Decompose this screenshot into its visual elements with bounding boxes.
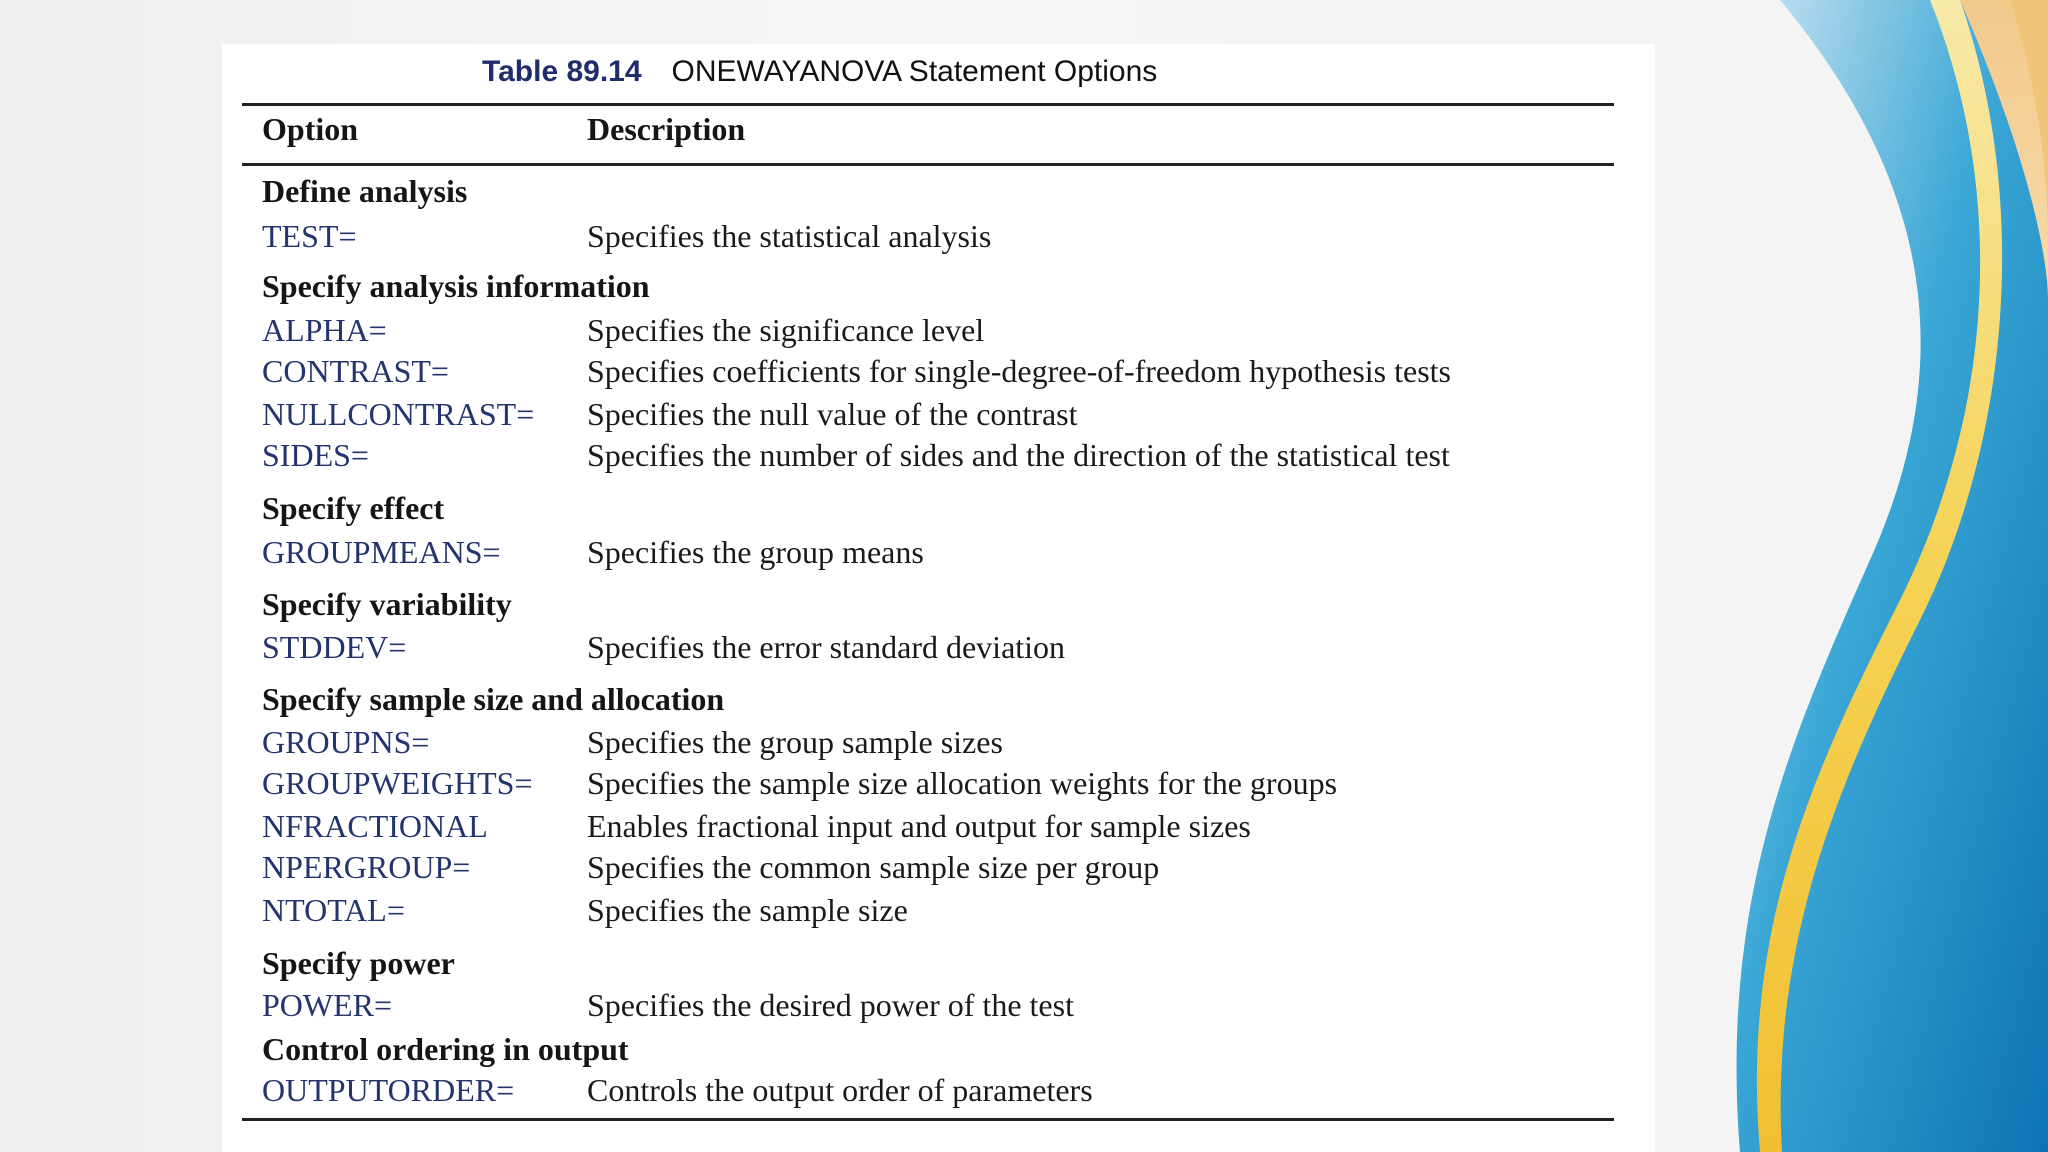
group-title-specify-sample-size: Specify sample size and allocation (262, 681, 725, 717)
table-row (262, 985, 1074, 1025)
option-name: CONTRAST= (262, 353, 449, 389)
option-description: Specifies the statistical analysis (587, 218, 992, 254)
option-description: Specifies the null value of the contrast (587, 396, 1078, 432)
table-row (262, 890, 908, 930)
option-description: Enables fractional input and output for sample sizes (587, 808, 1251, 844)
column-header-option: Option (262, 111, 359, 147)
table-number: Table 89.14 (482, 55, 642, 88)
bottom-rule (242, 1118, 1614, 1121)
table-row (262, 216, 992, 256)
table-row (262, 351, 1451, 391)
option-name: GROUPMEANS= (262, 534, 501, 570)
option-description: Specifies the sample size (587, 892, 908, 928)
option-name: NPERGROUP= (262, 849, 471, 885)
option-description: Specifies the group sample sizes (587, 724, 1003, 760)
table-row (262, 806, 1251, 846)
option-name: NFRACTIONAL (262, 808, 488, 844)
option-name: SIDES= (262, 437, 369, 473)
group-title-specify-analysis-information: Specify analysis information (262, 268, 650, 304)
option-name: NULLCONTRAST= (262, 396, 535, 432)
group-title-define-analysis: Define analysis (262, 173, 468, 209)
option-description: Specifies coefficients for single-degree-of-freedom hypothesis tests (587, 353, 1451, 389)
option-description: Specifies the error standard deviation (587, 629, 1066, 665)
table-title: ONEWAYANOVA Statement Options (671, 55, 1158, 88)
column-header-description: Description (587, 111, 746, 147)
top-rule (242, 103, 1614, 106)
option-name: OUTPUTORDER= (262, 1072, 515, 1108)
group-title-specify-effect: Specify effect (262, 490, 445, 526)
option-description: Controls the output order of parameters (587, 1072, 1093, 1108)
option-description: Specifies the desired power of the test (587, 987, 1074, 1023)
table-row (262, 722, 1003, 762)
option-name: GROUPNS= (262, 724, 430, 760)
option-description: Specifies the common sample size per group (587, 849, 1160, 885)
header-rule (242, 163, 1614, 166)
table-row (262, 763, 1338, 803)
table-row (262, 310, 985, 350)
option-description: Specifies the number of sides and the direction of the statistical test (587, 437, 1450, 473)
option-name: TEST= (262, 218, 357, 254)
group-title-specify-power: Specify power (262, 945, 455, 981)
option-description: Specifies the significance level (587, 312, 985, 348)
option-name: STDDEV= (262, 629, 407, 665)
group-title-control-ordering: Control ordering in output (262, 1031, 629, 1067)
option-name: GROUPWEIGHTS= (262, 765, 533, 801)
table-row (262, 435, 1450, 475)
table-row (262, 847, 1160, 887)
table-caption (482, 55, 1157, 89)
option-name: ALPHA= (262, 312, 387, 348)
option-description: Specifies the sample size allocation weights for the groups (587, 765, 1338, 801)
table-row (262, 1070, 1093, 1110)
table-row (262, 394, 1078, 434)
group-title-specify-variability: Specify variability (262, 586, 512, 622)
table-row (262, 532, 924, 572)
table-row (262, 627, 1066, 667)
option-name: NTOTAL= (262, 892, 405, 928)
option-description: Specifies the group means (587, 534, 924, 570)
option-name: POWER= (262, 987, 393, 1023)
